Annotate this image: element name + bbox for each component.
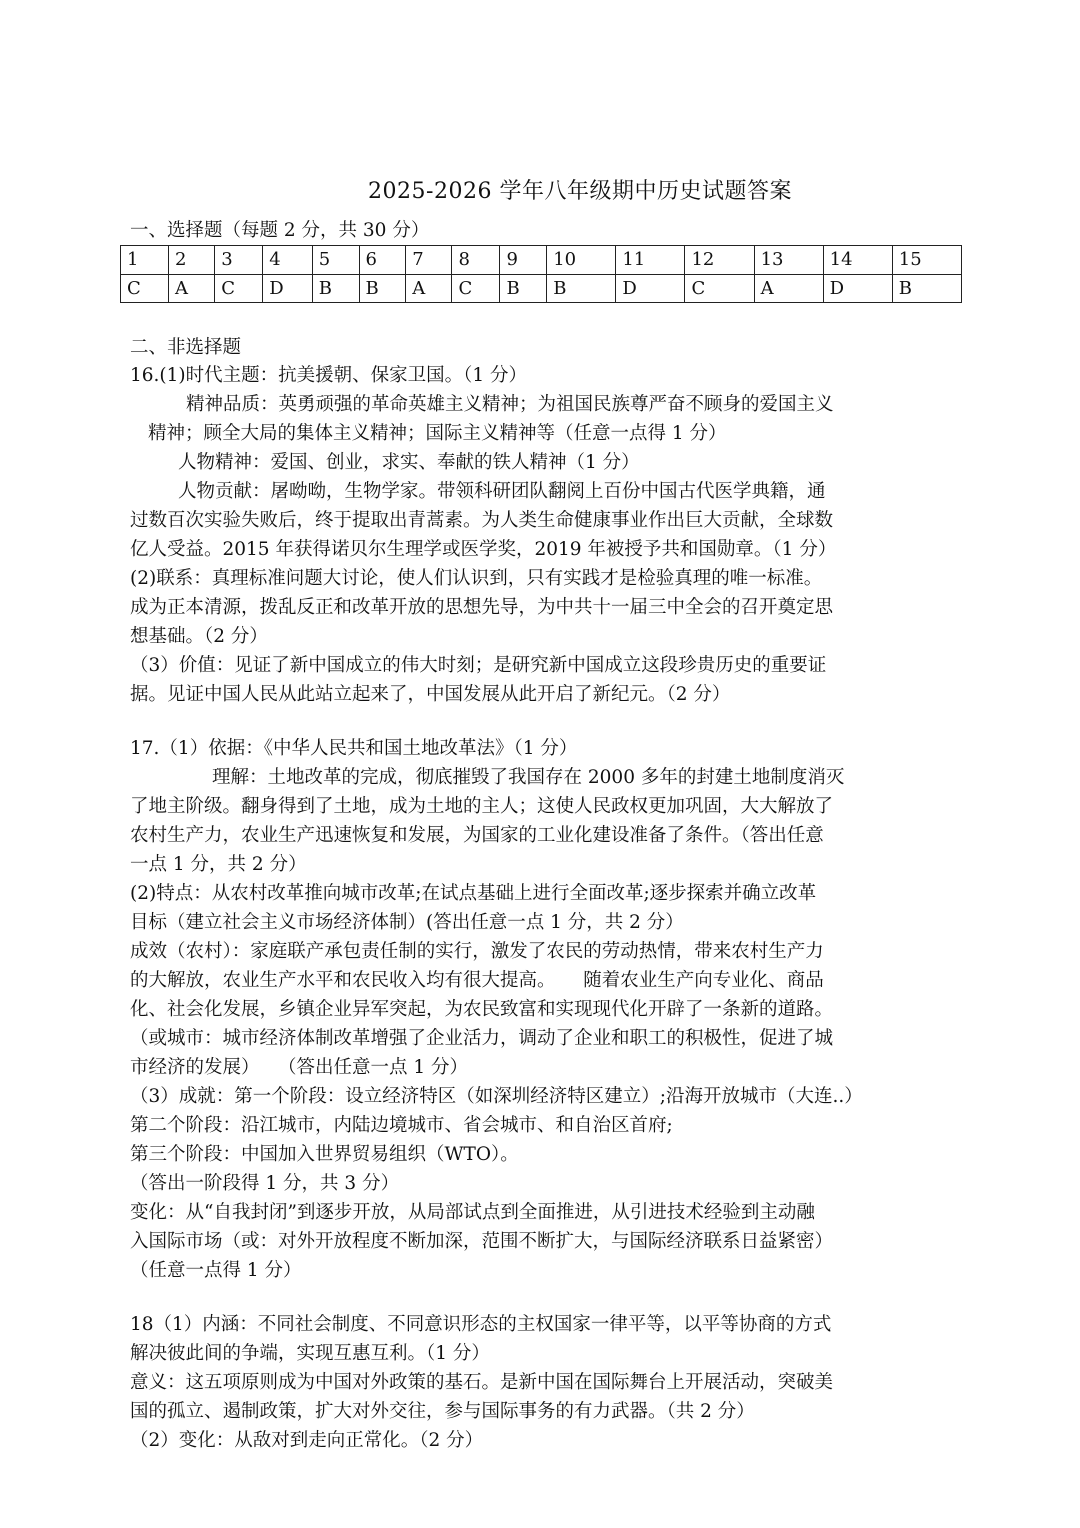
answer-text-line: (2)特点：从农村改革推向城市改革;在试点基础上进行全面改革;逐步探索并确立改革 [130, 883, 817, 904]
answer-text-line: (2)联系：真理标准问题大讨论，使人们认识到，只有实践才是检验真理的唯一标准。 [130, 568, 823, 589]
question-number: 3 [215, 246, 263, 275]
answer-cell: B [892, 274, 961, 303]
answer-text-line: 成效（农村）：家庭联产承包责任制的实行，激发了农民的劳动热情，带来农村生产力 [130, 941, 824, 962]
answer-cell: B [500, 274, 547, 303]
answer-text-line: 人物贡献：屠呦呦，生物学家。带领科研团队翻阅上百份中国古代医学典籍，通 [178, 481, 826, 502]
question-number: 11 [616, 246, 685, 275]
question-number: 8 [452, 246, 500, 275]
question-number: 7 [406, 246, 452, 275]
answer-cell: D [823, 274, 892, 303]
answer-cell: A [406, 274, 452, 303]
answer-cell: A [169, 274, 215, 303]
question-number: 14 [823, 246, 892, 275]
answer-text-line: 亿人受益。2015 年获得诺贝尔生理学或医学奖，2019 年被授予共和国勋章。（1 分） [130, 539, 837, 560]
answer-cell: B [547, 274, 616, 303]
question-number: 6 [359, 246, 406, 275]
answer-text-line: 意义：这五项原则成为中国对外政策的基石。是新中国在国际舞台上开展活动，突破美 [130, 1372, 834, 1393]
answer-text-line: 精神品质：英勇顽强的革命英雄主义精神；为祖国民族尊严奋不顾身的爱国主义 [186, 394, 834, 415]
answer-text-line: 成为正本清源，拨乱反正和改革开放的思想先导，为中共十一届三中全会的召开奠定思 [130, 597, 834, 618]
answer-text-line: 入国际市场（或：对外开放程度不断加深，范围不断扩大，与国际经济联系日益紧密） [130, 1231, 834, 1252]
answer-text-line: （2）变化：从敌对到走向正常化。（2 分） [130, 1430, 484, 1451]
answer-text-line: 解决彼此间的争端，实现互惠互利。（1 分） [130, 1343, 490, 1364]
answer-text-line: （答出一阶段得 1 分，共 3 分） [130, 1173, 400, 1194]
answer-text-line: 理解：土地改革的完成，彻底摧毁了我国存在 2000 多年的封建土地制度消灭 [212, 767, 845, 788]
question-number: 1 [121, 246, 169, 275]
answer-text-line: 过数百次实验失败后，终于提取出青蒿素。为人类生命健康事业作出巨大贡献，全球数 [130, 510, 834, 531]
answer-table [120, 245, 962, 303]
answer-text-line: 化、社会化发展，乡镇企业异军突起，为农民致富和实现现代化开辟了一条新的道路。 [130, 999, 834, 1020]
answer-row [121, 274, 962, 303]
answer-text-line: 国的孤立、遏制政策，扩大对外交往，参与国际事务的有力武器。（共 2 分） [130, 1401, 755, 1422]
answer-text-line: 一点 1 分，共 2 分） [130, 854, 307, 875]
page-title: 2025-2026 学年八年级期中历史试题答案 [368, 179, 792, 204]
question-number: 12 [685, 246, 754, 275]
question-number: 13 [754, 246, 823, 275]
question-number-row [121, 246, 962, 275]
answer-text-line: 第二个阶段：沿江城市，内陆边境城市、省会城市、和自治区首府; [130, 1115, 673, 1136]
answer-cell: B [359, 274, 406, 303]
answer-text-line: 了地主阶级。翻身得到了土地，成为土地的主人；这使人民政权更加巩固，大大解放了 [130, 796, 834, 817]
answer-cell: C [685, 274, 754, 303]
answer-cell: C [215, 274, 263, 303]
answer-text-line: 据。见证中国人民从此站立起来了，中国发展从此开启了新纪元。（2 分） [130, 684, 731, 705]
answer-cell: B [312, 274, 359, 303]
answer-text-line: （3）成就：第一个阶段：设立经济特区（如深圳经济特区建立）;沿海开放城市（大连..） [130, 1086, 863, 1107]
answer-cell: A [754, 274, 823, 303]
answer-text-line: （或城市：城市经济体制改革增强了企业活力，调动了企业和职工的积极性，促进了城 [130, 1028, 834, 1049]
answer-text-line: 18（1）内涵：不同社会制度、不同意识形态的主权国家一律平等，以平等协商的方式 [130, 1314, 832, 1335]
answer-text-line: 精神；顾全大局的集体主义精神；国际主义精神等（任意一点得 1 分） [148, 423, 727, 444]
answer-text-line: 人物精神：爱国、创业，求实、奉献的铁人精神（1 分） [178, 452, 640, 473]
answer-text-line: 变化：从“自我封闭”到逐步开放，从局部试点到全面推进，从引进技术经验到主动融 [130, 1202, 815, 1223]
answer-text-line: 的大解放，农业生产水平和农民收入均有很大提高。 随着农业生产向专业化、商品 [130, 970, 824, 991]
question-number: 9 [500, 246, 547, 275]
answer-text-line: （3）价值：见证了新中国成立的伟大时刻；是研究新中国成立这段珍贵历史的重要证 [130, 655, 827, 676]
answer-text-line: 市经济的发展） （答出任意一点 1 分） [130, 1057, 469, 1078]
section-heading-non-choice: 二、非选择题 [130, 337, 242, 358]
answer-cell: C [452, 274, 500, 303]
section-heading-multiple-choice: 一、选择题（每题 2 分，共 30 分） [130, 220, 430, 241]
question-number: 4 [263, 246, 313, 275]
answer-text-line: 想基础。（2 分） [130, 626, 268, 647]
answer-text-line: 17.（1）依据：《中华人民共和国土地改革法》（1 分） [130, 738, 578, 759]
answer-text-line: 第三个阶段：中国加入世界贸易组织（WTO）。 [130, 1144, 519, 1165]
answer-cell: C [121, 274, 169, 303]
answer-text-line: （任意一点得 1 分） [130, 1260, 302, 1281]
question-number: 15 [892, 246, 961, 275]
question-number: 10 [547, 246, 616, 275]
answer-text-line: 农村生产力，农业生产迅速恢复和发展，为国家的工业化建设准备了条件。（答出任意 [130, 825, 824, 846]
answer-cell: D [263, 274, 313, 303]
answer-text-line: 16.(1)时代主题：抗美援朝、保家卫国。（1 分） [130, 365, 528, 386]
question-number: 5 [312, 246, 359, 275]
answer-text-line: 目标（建立社会主义市场经济体制）(答出任意一点 1 分，共 2 分） [130, 912, 684, 933]
question-number: 2 [169, 246, 215, 275]
answer-cell: D [616, 274, 685, 303]
